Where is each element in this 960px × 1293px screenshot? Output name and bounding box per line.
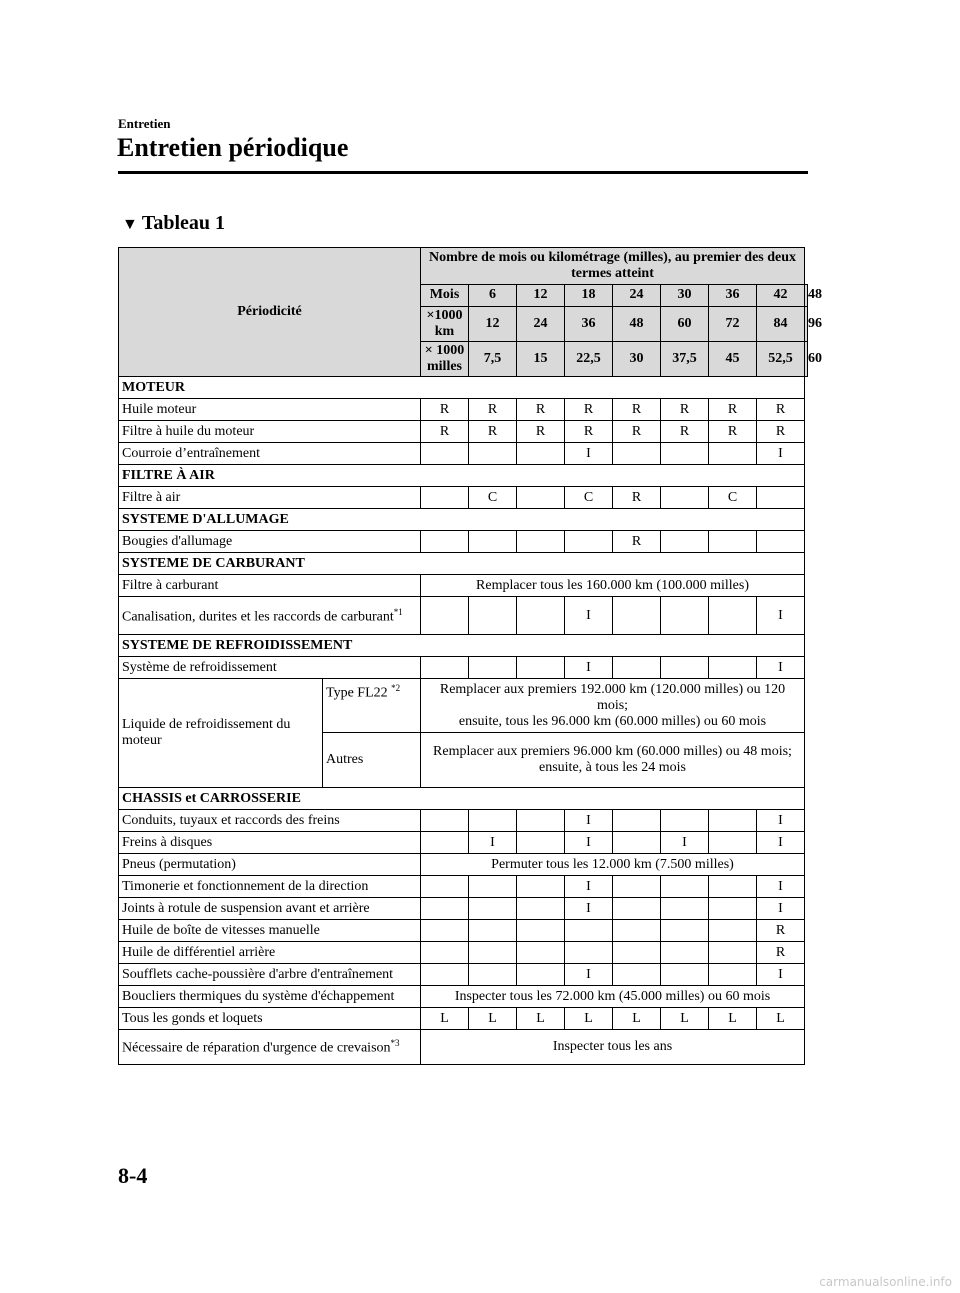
value-cell: L — [757, 1008, 805, 1030]
value-cell: R — [421, 421, 469, 443]
km-cell: 60 — [661, 307, 709, 342]
value-cell — [709, 597, 757, 635]
value-cell — [709, 964, 757, 986]
row-label — [119, 443, 421, 465]
value-cell: I — [757, 964, 805, 986]
value-cell: C — [469, 487, 517, 509]
value-cell: R — [613, 421, 661, 443]
value-cell — [661, 487, 709, 509]
value-cell: R — [709, 421, 757, 443]
note-line: Remplacer aux premiers 192.000 km (120.000 milles) ou 120 mois; — [439, 681, 786, 713]
row-label-text: Huile moteur — [122, 401, 197, 417]
row-label-text: Système de refroidissement — [122, 659, 277, 675]
section-row-allumage — [119, 509, 808, 531]
value-cell — [709, 810, 757, 832]
value-cell: R — [757, 399, 805, 421]
row-note: Permuter tous les 12.000 km (7.500 milles) — [421, 854, 805, 876]
km-cell: 12 — [469, 307, 517, 342]
triangle-down-icon: ▼ — [122, 216, 138, 233]
section-row-filtre-air — [119, 465, 808, 487]
row-note: Inspecter tous les ans — [421, 1030, 805, 1065]
value-cell — [517, 832, 565, 854]
page-number: 8-4 — [118, 1163, 148, 1188]
coolant-type-fl22-label: Type FL22 — [326, 686, 388, 702]
value-cell: I — [757, 657, 805, 679]
section-title: Tableau 1 — [141, 212, 226, 234]
mois-cell: 18 — [565, 285, 613, 307]
value-cell: I — [565, 597, 613, 635]
row-label-text: Nécessaire de réparation d'urgence de crevaison — [122, 1040, 391, 1056]
mois-cell: 30 — [661, 285, 709, 307]
value-cell: L — [517, 1008, 565, 1030]
value-cell — [421, 443, 469, 465]
value-cell — [421, 597, 469, 635]
value-cell: R — [517, 421, 565, 443]
row-label — [119, 399, 421, 421]
value-cell: I — [565, 810, 613, 832]
km-cell: 36 — [565, 307, 613, 342]
value-cell — [421, 920, 469, 942]
row-label: Boucliers thermiques du système d'échappement — [119, 986, 421, 1008]
coolant-type-autres: Autres — [323, 733, 421, 788]
row-label — [119, 898, 421, 920]
row-label — [119, 421, 421, 443]
value-cell: R — [757, 421, 805, 443]
value-cell — [469, 942, 517, 964]
value-cell — [661, 597, 709, 635]
table-row — [119, 964, 808, 986]
row-label-text: Courroie d’entraînement — [122, 445, 261, 461]
value-cell — [517, 531, 565, 553]
page-title: Entretien périodique — [117, 133, 349, 162]
value-cell: I — [565, 898, 613, 920]
miles-label: × 1000 milles — [421, 342, 469, 377]
value-cell: R — [517, 399, 565, 421]
value-cell — [661, 531, 709, 553]
value-cell: C — [709, 487, 757, 509]
value-cell: R — [565, 421, 613, 443]
note-line: ensuite, tous les 96.000 km (60.000 milles) ou 60 mois — [458, 713, 767, 729]
section-heading — [122, 212, 225, 235]
row-label: Pneus (permutation) — [119, 854, 421, 876]
value-cell: L — [613, 1008, 661, 1030]
value-cell: L — [709, 1008, 757, 1030]
table-row — [119, 679, 808, 733]
value-cell: I — [757, 597, 805, 635]
value-cell — [517, 876, 565, 898]
value-cell — [469, 810, 517, 832]
value-cell: R — [613, 487, 661, 509]
value-cell — [517, 964, 565, 986]
value-cell — [421, 876, 469, 898]
miles-cell: 37,5 — [661, 342, 709, 377]
mois-cell: 24 — [613, 285, 661, 307]
row-label — [119, 810, 421, 832]
row-label-text: Filtre à air — [122, 489, 181, 505]
value-cell — [421, 531, 469, 553]
value-cell — [565, 942, 613, 964]
miles-cell: 7,5 — [469, 342, 517, 377]
row-label — [119, 876, 421, 898]
value-cell — [613, 657, 661, 679]
value-cell — [469, 920, 517, 942]
value-cell: I — [757, 876, 805, 898]
value-cell — [421, 942, 469, 964]
section-row-chassis — [119, 788, 808, 810]
value-cell: I — [565, 832, 613, 854]
miles-cell: 30 — [613, 342, 661, 377]
value-cell — [661, 898, 709, 920]
value-cell — [565, 920, 613, 942]
section-label: CHASSIS et CARROSSERIE — [119, 788, 805, 810]
value-cell — [757, 487, 805, 509]
header-divider — [118, 171, 808, 174]
row-label-text: Bougies d'allumage — [122, 533, 233, 549]
value-cell — [421, 898, 469, 920]
coolant-autres-note — [421, 733, 805, 788]
section-label: FILTRE À AIR — [119, 465, 805, 487]
value-cell: I — [565, 964, 613, 986]
table-row — [119, 920, 808, 942]
value-cell — [421, 487, 469, 509]
value-cell — [613, 920, 661, 942]
table-row — [119, 597, 808, 635]
value-cell — [517, 920, 565, 942]
value-cell — [661, 964, 709, 986]
table-row — [119, 942, 808, 964]
row-label: Liquide de refroidissement du moteur — [119, 679, 323, 788]
table-row — [119, 854, 808, 876]
row-label-text: Soufflets cache-poussière d'arbre d'entraînement — [122, 966, 394, 982]
value-cell: R — [469, 421, 517, 443]
km-cell: 96 — [805, 307, 808, 342]
row-label: Filtre à carburant — [119, 575, 421, 597]
miles-cell: 45 — [709, 342, 757, 377]
km-label: ×1000 km — [421, 307, 469, 342]
value-cell — [709, 657, 757, 679]
section-row-refroidissement — [119, 635, 808, 657]
value-cell — [757, 531, 805, 553]
miles-cell: 22,5 — [565, 342, 613, 377]
row-label-text: Joints à rotule de suspension avant et arrière — [122, 900, 370, 916]
value-cell: R — [709, 399, 757, 421]
value-cell: L — [565, 1008, 613, 1030]
value-cell — [469, 898, 517, 920]
value-cell: L — [421, 1008, 469, 1030]
value-cell — [709, 920, 757, 942]
value-cell — [661, 657, 709, 679]
value-cell: I — [757, 898, 805, 920]
row-label — [119, 531, 421, 553]
value-cell: R — [613, 399, 661, 421]
header-section-label: Entretien — [118, 116, 171, 131]
value-cell — [421, 964, 469, 986]
table-row — [119, 575, 808, 597]
section-row-moteur — [119, 377, 808, 399]
value-cell: R — [661, 399, 709, 421]
row-label — [119, 657, 421, 679]
table-row — [119, 421, 808, 443]
value-cell — [469, 443, 517, 465]
table-row — [119, 657, 808, 679]
value-cell: R — [469, 399, 517, 421]
row-label-text: Huile de différentiel arrière — [122, 944, 276, 960]
miles-cell: 60 — [805, 342, 808, 377]
value-cell — [517, 487, 565, 509]
section-label: MOTEUR — [119, 377, 805, 399]
value-cell — [709, 876, 757, 898]
section-label: SYSTEME DE CARBURANT — [119, 553, 805, 575]
table-row — [119, 876, 808, 898]
value-cell — [661, 942, 709, 964]
value-cell: I — [757, 810, 805, 832]
value-cell — [613, 942, 661, 964]
value-cell: I — [469, 832, 517, 854]
section-label: SYSTEME DE REFROIDISSEMENT — [119, 635, 805, 657]
table-row — [119, 531, 808, 553]
value-cell: I — [661, 832, 709, 854]
mois-cell: 48 — [805, 285, 808, 307]
value-cell: I — [565, 876, 613, 898]
value-cell: L — [661, 1008, 709, 1030]
value-cell: I — [757, 443, 805, 465]
mois-cell: 12 — [517, 285, 565, 307]
value-cell: I — [565, 443, 613, 465]
value-cell — [661, 876, 709, 898]
miles-cell: 15 — [517, 342, 565, 377]
value-cell — [469, 657, 517, 679]
row-label-text: Huile de boîte de vitesses manuelle — [122, 922, 320, 938]
value-cell — [613, 597, 661, 635]
value-cell: L — [469, 1008, 517, 1030]
value-cell — [421, 810, 469, 832]
table-row — [119, 1008, 808, 1030]
row-label — [119, 1008, 421, 1030]
mois-label: Mois — [421, 285, 469, 307]
row-label-text: Filtre à huile du moteur — [122, 423, 255, 439]
mois-cell: 42 — [757, 285, 805, 307]
footnote-marker: *2 — [391, 683, 401, 694]
table-row — [119, 898, 808, 920]
km-cell: 72 — [709, 307, 757, 342]
value-cell: I — [565, 657, 613, 679]
row-label-text: Freins à disques — [122, 834, 213, 850]
mois-cell: 36 — [709, 285, 757, 307]
value-cell — [709, 942, 757, 964]
row-label-text: Timonerie et fonctionnement de la direction — [122, 878, 369, 894]
value-cell — [709, 832, 757, 854]
value-cell — [565, 531, 613, 553]
value-cell — [517, 942, 565, 964]
footnote-marker: *3 — [390, 1038, 400, 1048]
value-cell — [661, 443, 709, 465]
coolant-fl22-note — [421, 679, 805, 733]
value-cell — [517, 443, 565, 465]
note-line: ensuite, à tous les 24 mois — [539, 760, 686, 776]
row-label — [119, 964, 421, 986]
table-row — [119, 1030, 808, 1065]
row-label-text: Canalisation, durites et les raccords de carburant — [122, 609, 394, 625]
value-cell — [517, 657, 565, 679]
value-cell — [421, 832, 469, 854]
value-cell — [517, 810, 565, 832]
row-note: Remplacer tous les 160.000 km (100.000 milles) — [421, 575, 805, 597]
section-row-carburant — [119, 553, 808, 575]
value-cell — [709, 443, 757, 465]
value-cell: R — [613, 531, 661, 553]
header-row-span — [119, 248, 808, 285]
row-label-text: Conduits, tuyaux et raccords des freins — [122, 812, 340, 828]
value-cell — [613, 964, 661, 986]
value-cell: R — [421, 399, 469, 421]
value-cell: I — [757, 832, 805, 854]
coolant-type-fl22 — [323, 679, 421, 733]
value-cell — [709, 531, 757, 553]
value-cell — [613, 810, 661, 832]
miles-cell: 52,5 — [757, 342, 805, 377]
value-cell: C — [565, 487, 613, 509]
value-cell — [661, 920, 709, 942]
table-row — [119, 487, 808, 509]
value-cell: R — [661, 421, 709, 443]
value-cell — [661, 810, 709, 832]
value-cell — [517, 597, 565, 635]
value-cell — [469, 876, 517, 898]
note-line: Remplacer aux premiers 96.000 km (60.000 milles) ou 48 mois; — [433, 744, 792, 760]
section-label: SYSTEME D'ALLUMAGE — [119, 509, 805, 531]
value-cell — [469, 597, 517, 635]
km-cell: 24 — [517, 307, 565, 342]
value-cell: R — [565, 399, 613, 421]
value-cell — [421, 657, 469, 679]
table-row — [119, 832, 808, 854]
maintenance-table — [118, 247, 822, 1065]
span-header: Nombre de mois ou kilométrage (milles), au premier des deux termes atteint — [421, 248, 805, 285]
table-row — [119, 443, 808, 465]
table-row — [119, 986, 808, 1008]
value-cell — [613, 898, 661, 920]
value-cell — [517, 898, 565, 920]
value-cell — [469, 964, 517, 986]
row-label — [119, 1030, 421, 1065]
table-row — [119, 399, 808, 421]
value-cell — [613, 876, 661, 898]
row-label — [119, 487, 421, 509]
row-label-text: Tous les gonds et loquets — [122, 1010, 263, 1026]
km-cell: 48 — [613, 307, 661, 342]
mois-cell: 6 — [469, 285, 517, 307]
row-label — [119, 942, 421, 964]
value-cell — [709, 898, 757, 920]
value-cell — [613, 443, 661, 465]
row-label — [119, 920, 421, 942]
periodicite-header: Périodicité — [119, 248, 421, 377]
value-cell: R — [757, 942, 805, 964]
footnote-marker: *1 — [393, 606, 403, 617]
row-note: Inspecter tous les 72.000 km (45.000 milles) ou 60 mois — [421, 986, 805, 1008]
value-cell — [613, 832, 661, 854]
row-label — [119, 832, 421, 854]
value-cell: R — [757, 920, 805, 942]
table-row — [119, 810, 808, 832]
value-cell — [469, 531, 517, 553]
row-label — [119, 597, 421, 635]
watermark: carmanualsonline.info — [819, 1275, 952, 1289]
km-cell: 84 — [757, 307, 805, 342]
